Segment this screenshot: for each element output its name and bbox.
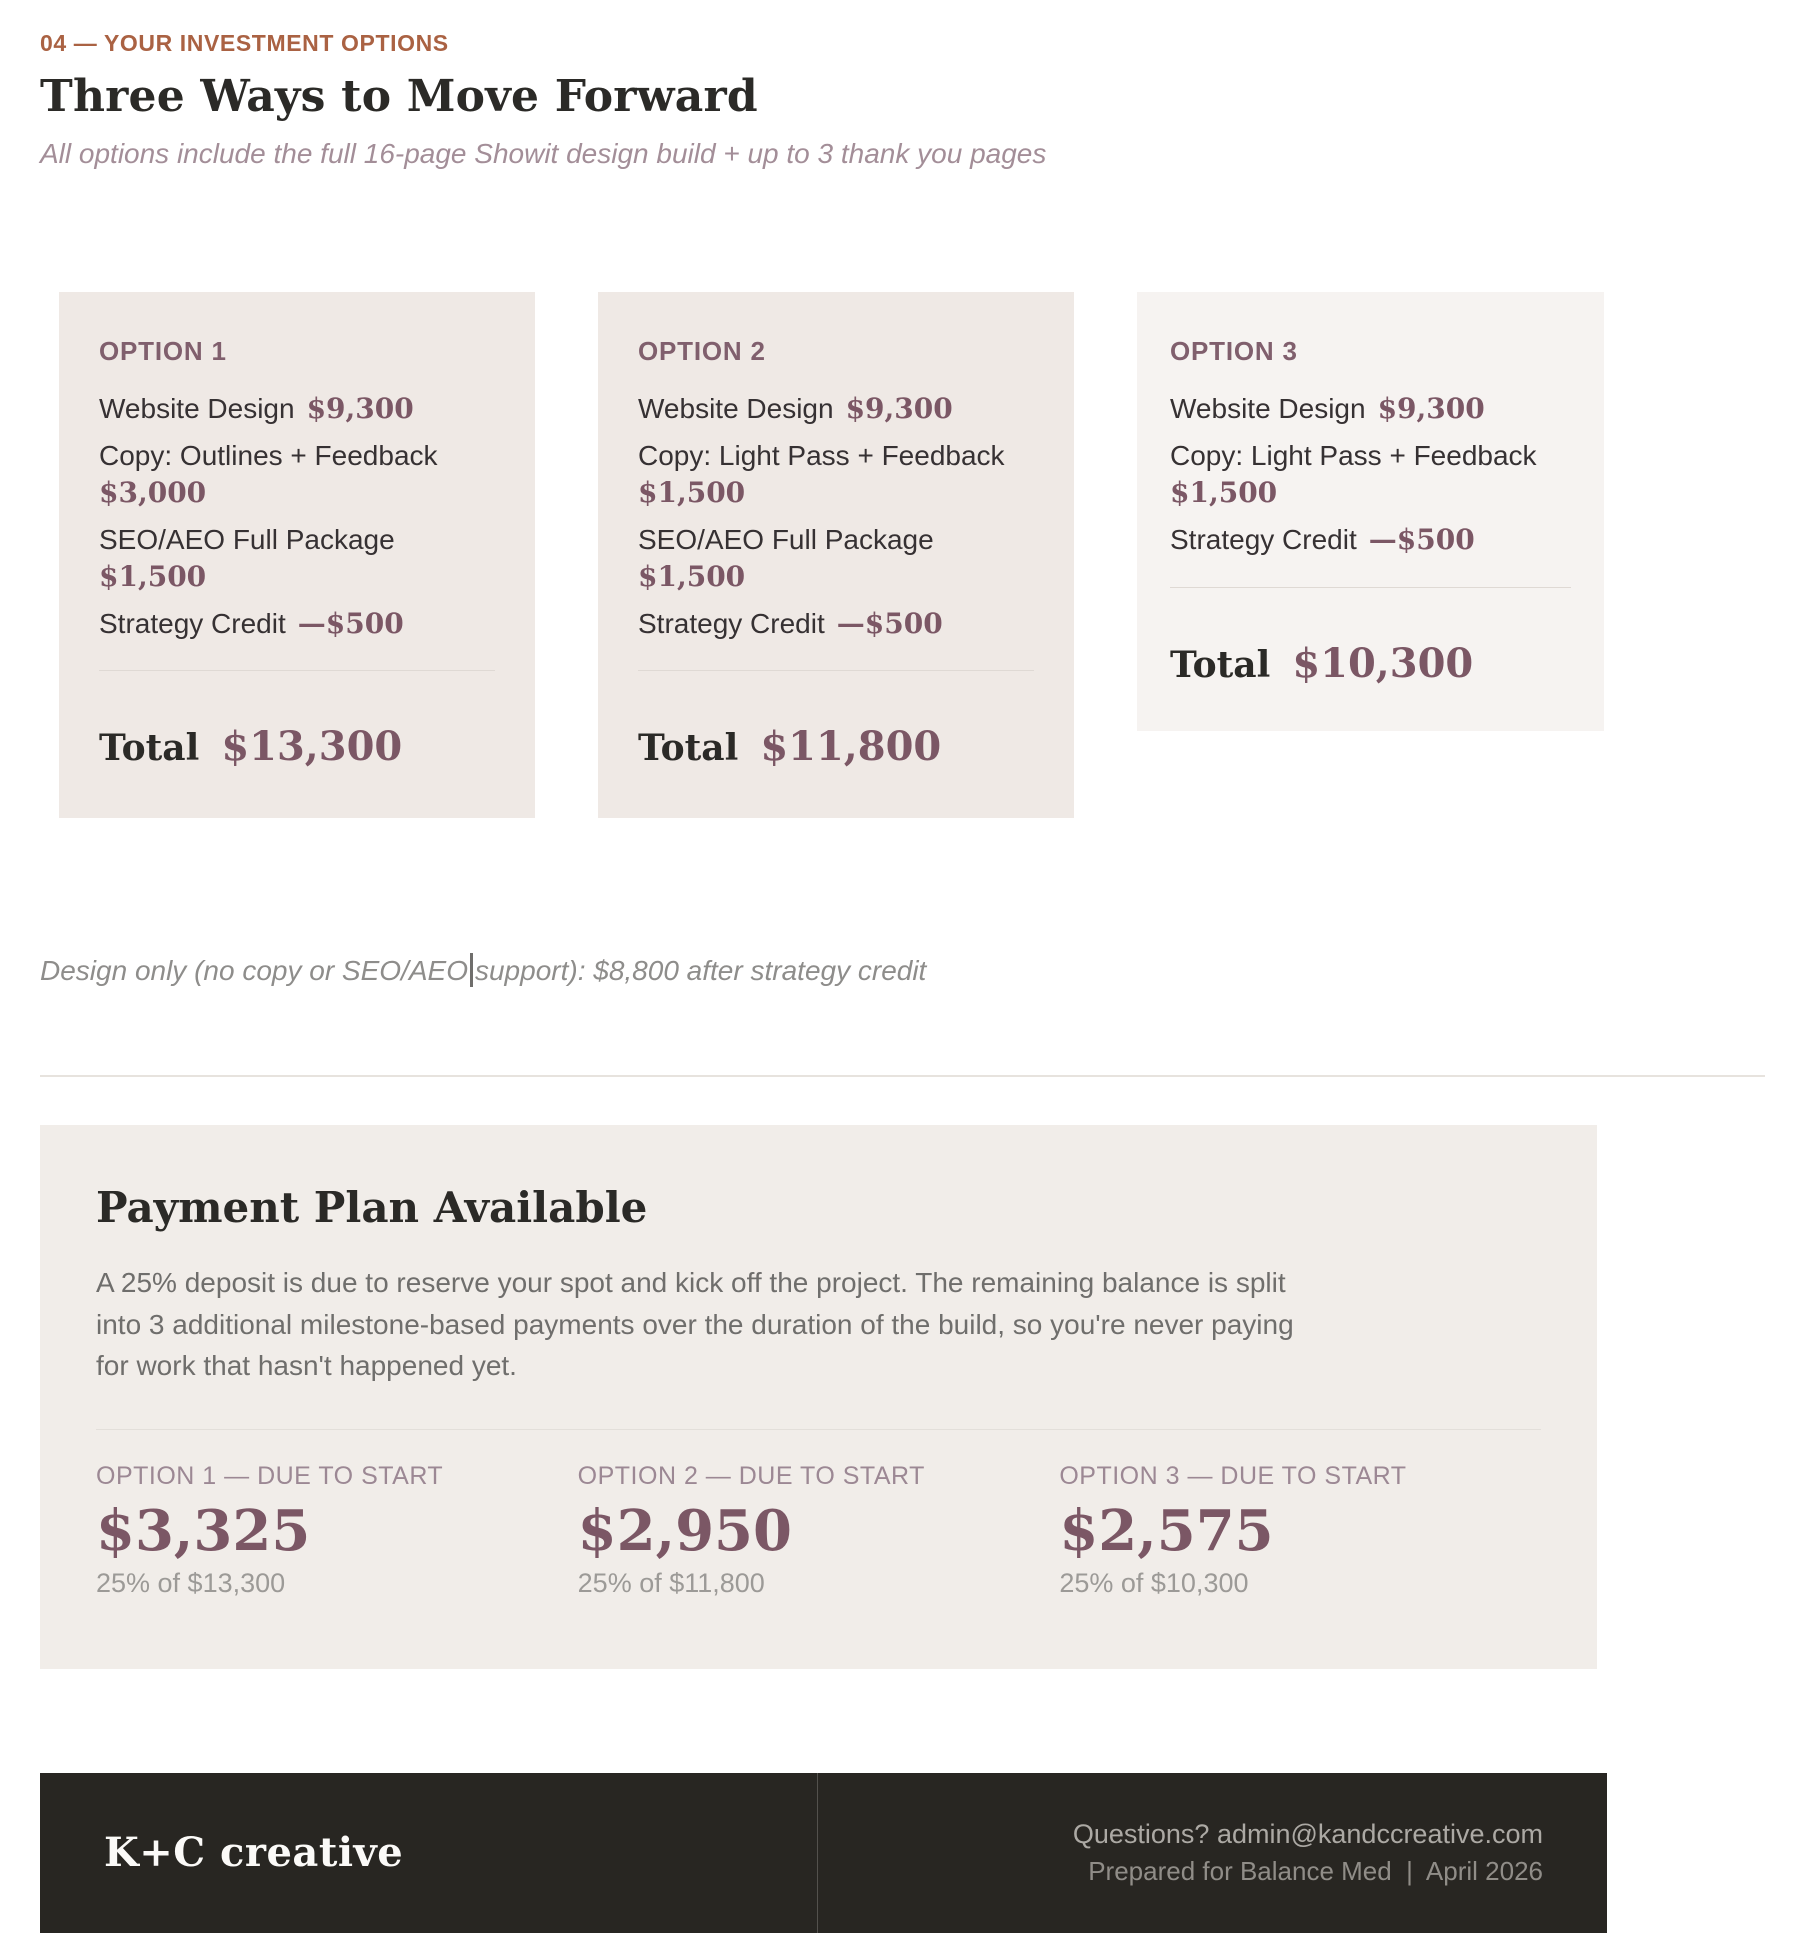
item-price: —$500 bbox=[297, 606, 404, 640]
total-label: Total bbox=[99, 727, 200, 770]
option-label: OPTION 3 bbox=[1170, 336, 1298, 366]
description-line: A 25% deposit is due to reserve your spot and kick off the project. The remaining balance is split bbox=[96, 1267, 1286, 1299]
item-price: $1,500 bbox=[1170, 475, 1278, 509]
payment-plan-description bbox=[96, 1262, 1541, 1386]
line-item bbox=[1170, 391, 1571, 427]
item-name: SEO/AEO Full Package bbox=[638, 524, 934, 556]
footer-info-section bbox=[818, 1773, 1607, 1933]
note-text-before: Design only (no copy or SEO/AEO bbox=[40, 955, 468, 987]
total-value: $13,300 bbox=[221, 723, 403, 771]
total-value: $11,800 bbox=[760, 723, 942, 771]
panel-divider bbox=[96, 1429, 1541, 1430]
item-price: $9,300 bbox=[1377, 392, 1485, 425]
item-price: $9,300 bbox=[845, 392, 953, 425]
total-row bbox=[1170, 640, 1571, 687]
line-item bbox=[99, 606, 495, 642]
description-line: for work that hasn't happened yet. bbox=[96, 1350, 517, 1382]
total-label: Total bbox=[1170, 643, 1271, 686]
option-label: OPTION 2 bbox=[638, 336, 766, 366]
deposit-amount: $2,575 bbox=[1059, 1497, 1274, 1564]
option-card-2 bbox=[598, 292, 1074, 818]
total-row bbox=[638, 723, 1034, 770]
item-name: Copy: Outlines + Feedback bbox=[99, 440, 438, 472]
card-divider bbox=[638, 670, 1034, 671]
section-eyebrow: 04 — YOUR INVESTMENT OPTIONS bbox=[40, 30, 449, 56]
total-value: $10,300 bbox=[1292, 639, 1474, 687]
deposit-amount: $2,950 bbox=[577, 1497, 792, 1564]
brand-logo: K+C creative bbox=[104, 1829, 404, 1877]
card-divider bbox=[1170, 587, 1571, 588]
card-divider bbox=[99, 670, 495, 671]
section-divider bbox=[40, 1075, 1765, 1077]
item-name: Website Design bbox=[638, 393, 834, 424]
item-name: SEO/AEO Full Package bbox=[99, 524, 395, 556]
option-label: OPTION 1 bbox=[99, 336, 227, 366]
line-item bbox=[1170, 522, 1571, 558]
note-text-after: support): $8,800 after strategy credit bbox=[474, 955, 927, 987]
item-name: Strategy Credit bbox=[1170, 524, 1357, 556]
item-price: —$500 bbox=[1368, 523, 1475, 557]
footer-brand-section bbox=[40, 1773, 818, 1933]
deposit-caption: 25% of $11,800 bbox=[577, 1567, 765, 1598]
line-item bbox=[99, 438, 495, 511]
item-name: Website Design bbox=[99, 393, 295, 424]
deposit-caption: 25% of $13,300 bbox=[96, 1567, 286, 1598]
line-item bbox=[638, 438, 1034, 511]
item-price: $1,500 bbox=[99, 559, 207, 593]
footer bbox=[40, 1773, 1607, 1933]
item-price: $1,500 bbox=[638, 475, 746, 509]
options-row bbox=[59, 292, 1778, 818]
footer-contact: Questions? admin@kandccreative.com bbox=[1072, 1818, 1543, 1849]
line-item bbox=[1170, 438, 1571, 511]
payment-column bbox=[578, 1462, 1060, 1599]
item-price: —$500 bbox=[836, 606, 943, 640]
item-name: Strategy Credit bbox=[99, 607, 286, 639]
item-price: $9,300 bbox=[306, 392, 414, 425]
payment-plan-title: Payment Plan Available bbox=[96, 1183, 648, 1233]
payment-column bbox=[96, 1462, 578, 1599]
item-name: Website Design bbox=[1170, 393, 1366, 424]
total-label: Total bbox=[638, 727, 739, 770]
item-name: Strategy Credit bbox=[638, 607, 825, 639]
description-line: into 3 additional milestone-based payments over the duration of the build, so you're never paying bbox=[96, 1308, 1294, 1340]
line-item bbox=[99, 522, 495, 595]
payment-column bbox=[1059, 1462, 1541, 1599]
item-price: $3,000 bbox=[99, 475, 207, 509]
option-card-1 bbox=[59, 292, 535, 818]
payment-column-label: OPTION 2 — DUE TO START bbox=[577, 1461, 925, 1490]
item-name: Copy: Light Pass + Feedback bbox=[638, 440, 1005, 472]
payment-column-label: OPTION 3 — DUE TO START bbox=[1059, 1461, 1407, 1490]
item-name: Copy: Light Pass + Feedback bbox=[1170, 440, 1537, 472]
page-title: Three Ways to Move Forward bbox=[40, 71, 758, 122]
line-item bbox=[638, 391, 1034, 427]
deposit-caption: 25% of $10,300 bbox=[1059, 1567, 1249, 1598]
total-row bbox=[99, 723, 495, 770]
text-cursor bbox=[470, 953, 473, 987]
payment-column-label: OPTION 1 — DUE TO START bbox=[96, 1461, 444, 1490]
line-item bbox=[638, 522, 1034, 595]
deposit-columns bbox=[96, 1462, 1541, 1599]
footer-prepared: Prepared for Balance Med | April 2026 bbox=[1088, 1855, 1543, 1886]
design-only-note[interactable] bbox=[40, 953, 1778, 987]
payment-plan-panel bbox=[40, 1125, 1597, 1668]
line-item bbox=[638, 606, 1034, 642]
deposit-amount: $3,325 bbox=[96, 1497, 311, 1564]
option-card-3 bbox=[1137, 292, 1604, 731]
page-subtitle: All options include the full 16-page Showit design build + up to 3 thank you pages bbox=[40, 138, 1047, 169]
item-price: $1,500 bbox=[638, 559, 746, 593]
page-header bbox=[40, 30, 1778, 170]
line-item bbox=[99, 391, 495, 427]
